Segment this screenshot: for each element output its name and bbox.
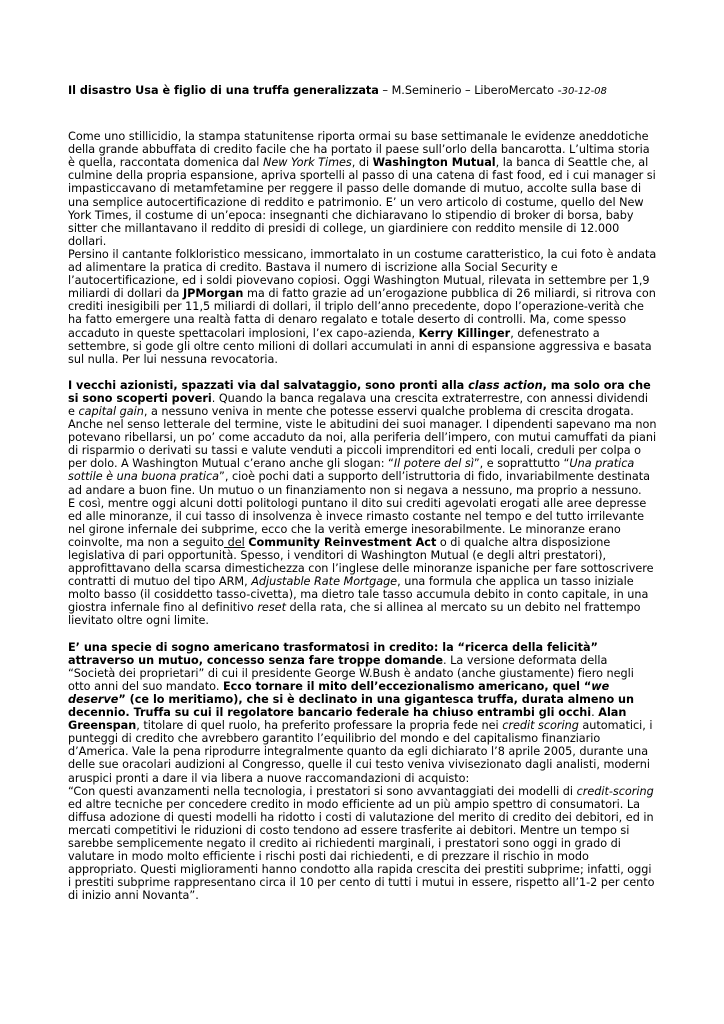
text-run: . Quando la banca regalava una crescita extraterrestre, con annessi dividendi e: [68, 391, 648, 418]
text-run: , una formula che applica un tasso iniziale molto basso (il cosiddetto tasso-civetta), ma dietro tale tasso accumula debito in conto capitale, in una giostra infernale fino al definitivo: [68, 575, 649, 615]
article-date: 30-12-08: [561, 86, 607, 97]
text-run: o di qualche altra disposizione legislativa di pari opportunità. Spesso, i venditori di Washington Mutual (e degli altri prestatori), approfittavano della scarsa dimestichezza con l’inglese delle minoranze ispaniche per fare sottoscrivere contratti di mutuo del tipo ARM,: [68, 535, 654, 589]
bold-italic-text: we deserve: [68, 679, 610, 706]
italic-text: reset: [257, 601, 286, 615]
person-name: Alan Greenspan: [68, 706, 627, 733]
bold-italic-text: class action: [468, 378, 543, 392]
slogan-text: Una pratica sottile è una buona pratica: [68, 457, 635, 484]
law-name: Community Reinvestment Act: [248, 535, 437, 549]
paragraph-spacer: [68, 628, 658, 641]
text-run: , titolare di quel ruolo, ha preferito professare la propria fede nei: [136, 719, 503, 733]
paragraph-2: [68, 248, 658, 366]
text-run: E così, mentre oggi alcuni dotti politologi puntano il dito sui crediti agevolati erogati alle aree depresse ed alle minoranze, il cui tasso di insolvenza è invece rimasto costante nel tempo e del tutto irrilevante nel girone infernale dei subprime, ecco che la verità emerge inesorabilmente. Le minoranze erano coinvolte, ma non a seguito: [68, 496, 647, 549]
slogan-text: Il potere del sì: [393, 457, 474, 471]
text-run: automatici, i punteggi di credito che avrebbero garantito l’equilibrio del mondo e del capitalismo finanziario d’America. Vale la pena riprodurre integralmente quanto da egli dichiarato l’8 aprile 2005, durante una delle sue oracolari audizioni al Congresso, quelle il cui testo veniva vivisezionato dagli analisti, moderni aruspici pronti a dare il via libera a nuove raccomandazioni di acquisto:: [68, 719, 653, 785]
bold-text: ” (ce lo meritiamo), che si è declinato in una gigantesca truffa, durata almeno un decennio. Truffa su cui il regolatore bancario federale ha chiuso entrambi gli occhi: [68, 692, 635, 720]
italic-text: Adjustable Rate Mortgage: [251, 575, 398, 589]
italic-text: credit-scoring: [576, 784, 654, 798]
bold-text: E’ una specie di sogno americano trasformatosi in credito: la “ricerca della felicità” attraverso un mutuo, concesso senza fare troppe domande: [68, 640, 598, 667]
paragraph-4: [68, 497, 658, 628]
bold-text: , ma solo ora che si sono scoperti poveri: [68, 378, 651, 405]
text-run: ”, e soprattutto “: [473, 457, 570, 471]
text-run: “Con questi avanzamenti nella tecnologia, i prestatori si sono avvantaggiati dei modelli di: [68, 784, 577, 798]
text-run: ma di fatto grazie ad un’erogazione pubblica di 26 miliardi, si ritrova con crediti inesigibili per 11,5 miliardi di dollari, il triplo dell’anno precedente, dopo l’operazione-verità che ha fatto emergere una realtà fatta di denaro regalato e totale deserto di controlli. Ma, come spesso accaduto in queste spettacolari implosioni, l’ex capo-azienda,: [68, 287, 656, 340]
underlined-text: del: [224, 535, 245, 549]
text-run: , defenestrato a settembre, si gode gli oltre cento milioni di dollari accumulati in anni di espansione aggressiva e basata sul nulla. Per lui nessuna revocatoria.: [68, 326, 652, 366]
bold-text: I vecchi azionisti, spazzati via dal salvataggio, sono pronti alla: [68, 378, 469, 392]
paragraph-1: [68, 130, 658, 248]
paragraph-3: [68, 379, 658, 497]
text-run: Persino il cantante folkloristico messicano, immortalato in un costume caratteristico, la cui foto è andata ad alimentare la pratica di credito. Bastava il numero di iscrizione alla Social Security e l’autocertificazione, ed i soldi piovevano copiosi. Oggi Washington Mutual, rilevata in settembre per 1,9 miliardi di dollari da: [68, 247, 657, 301]
article-byline: – M.Seminerio – LiberoMercato -: [378, 84, 562, 97]
newspaper-name: New York Times: [262, 156, 352, 170]
bank-name: JPMorgan: [183, 287, 244, 301]
article-header: [68, 84, 658, 98]
text-run: , la banca di Seattle che, al culmine della propria espansione, apriva sportelli al passo di una catena di fast food, ed i cui manager si impasticcavano di metamfetamine per reggere il passo delle domande di mutuo, accolte sulla base di una semplice autocertificazione di reddito e patrimonio. E’ un vero articolo di costume, quello del New York Times, il costume di un’epoca: insegnanti che dichiaravano lo stipendio di broker di borsa, baby sitter che millantavano il reddito di presidi di college, un giardiniere con reddito mensile di 12.000 dollari.: [68, 156, 656, 248]
article: [68, 84, 658, 902]
italic-text: capital gain: [78, 404, 144, 418]
text-run: , di: [351, 156, 373, 170]
quote-paragraph: [68, 785, 658, 903]
paragraph-spacer: [68, 366, 658, 379]
text-run: ed altre tecniche per concedere credito in modo efficiente ad un più ampio spettro di consumatori. La diffusa adozione di questi modelli ha ridotto i costi di valutazione del merito di credito dei debitori, ed in mercati competitivi le riduzioni di costo tendono ad essere trasferite ai debitori. Mentre un tempo si sarebbe semplicemente negato il credito ai richiedenti marginali, i prestatori sono oggi in grado di valutare in modo molto efficiente i rischi posti dai richiedenti, e di prezzare il rischio in modo appropriato. Questi miglioramenti hanno condotto alla rapida crescita dei prestiti subprime; infatti, oggi i prestiti subprime rappresentano circa il 10 per cento di tutti i mutui in essere, rispetto all’1-2 per cento di inizio anni Novanta”.: [68, 797, 655, 903]
bank-name: Washington Mutual: [372, 156, 496, 170]
text-run: Come uno stillicidio, la stampa statunitense riporta ormai su base settimanale le evidenze aneddotiche della grande abbuffata di credito facile che ha portato il paese sull’orlo della bancarotta. L’ultima storia è quella, raccontata domenica dal: [68, 130, 650, 170]
text-run: .: [591, 706, 599, 720]
italic-text: credit scoring: [502, 719, 579, 733]
text-run: . La versione deformata della “Società dei proprietari” di cui il presidente George W.Bush è andato (anche giustamente) fiero negli otto anni del suo mandato.: [68, 653, 634, 693]
text-run: della rata, che si allinea al mercato su un debito nel frattempo lievitato oltre ogni limite.: [68, 601, 641, 628]
bold-text: Ecco tornare il mito dell’eccezionalismo americano, quel “: [222, 679, 592, 693]
paragraph-5: [68, 641, 658, 785]
person-name: Kerry Killinger: [418, 326, 511, 340]
text-run: , a nessuno veniva in mente che potesse esservi qualche problema di crescita drogata. Anche nel senso letterale del termine, viste le abitudini dei suoi manager. I dipendenti sapevano ma non potevano ribellarsi, un po’ come accaduto da noi, alla periferia dell’impero, con mutui camuffati da piani di risparmio o derivati su tassi e valute venduti a piccoli imprenditori ed enti locali, creduli per colpa o per dolo. A Washington Mutual c’erano anche gli slogan: “: [68, 404, 657, 471]
text-run: ”, cioè pochi dati a supporto dell’istruttoria di fido, invariabilmente destinata ad andare a buon fine. Un mutuo o un finanziamento non si negava a nessuno, ma proprio a nessuno.: [68, 470, 651, 497]
article-title: Il disastro Usa è figlio di una truffa generalizzata: [68, 84, 379, 97]
